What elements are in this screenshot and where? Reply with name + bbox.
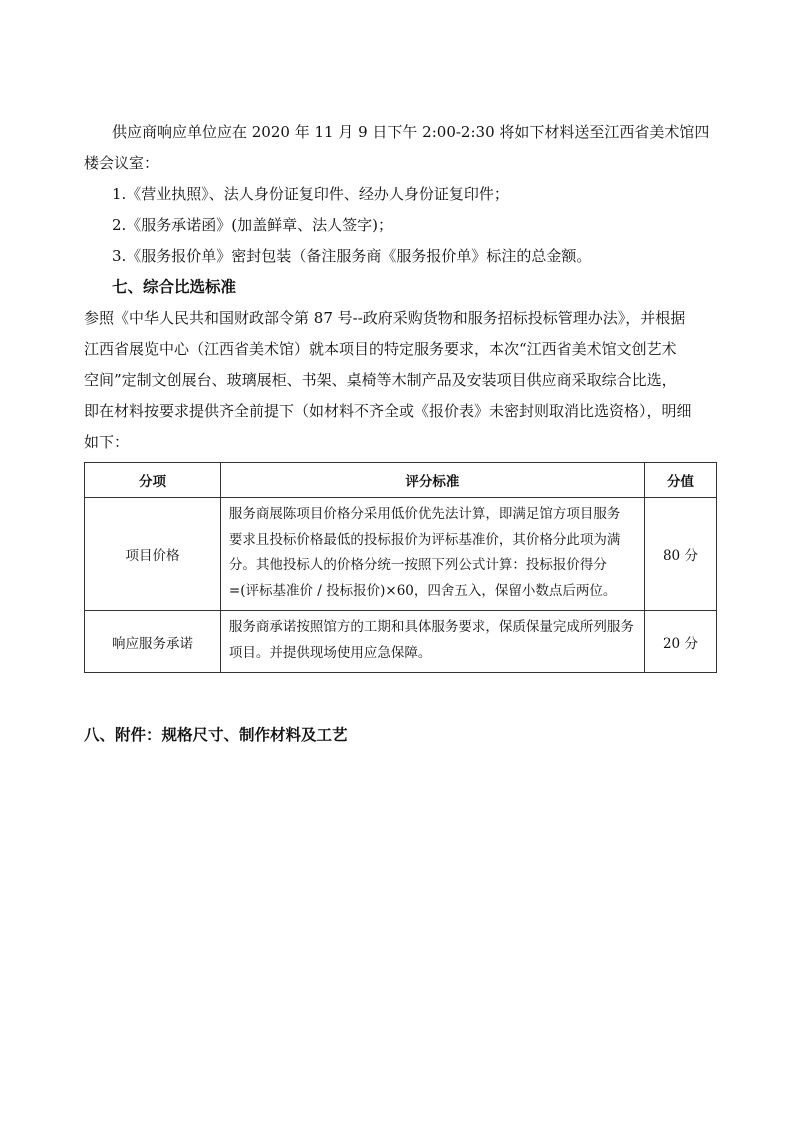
criteria-line: 服务商承诺按照馆方的工期和具体服务要求，保质保量完成所列服务 — [228, 619, 634, 635]
section-7-paragraph-line-1: 参照《中华人民共和国财政部令第 87 号--政府采购货物和服务招标投标管理办法》，并根据 — [84, 309, 686, 327]
section-7-paragraph-line-2: 江西省展览中心（江西省美术馆）就本项目的特定服务要求，本次“江西省美术馆文创艺术 — [84, 340, 677, 358]
section-7-paragraph-line-3: 空间”定制文创展台、玻璃展柜、书架、桌椅等木制产品及安装项目供应商采取综合比选， — [84, 371, 677, 389]
intro-line-1: 供应商响应单位应在 2020 年 11 月 9 日下午 2:00-2:30 将如下材料送至江西省美术馆四 — [112, 123, 710, 141]
header-item: 分项 — [85, 463, 221, 498]
material-item-1: 1.《营业执照》、法人身份证复印件、经办人身份证复印件； — [112, 185, 509, 203]
criteria-line: 分。其他投标人的价格分统一按照下列公式计算：投标报价得分 — [228, 557, 607, 573]
section-7-paragraph-line-4: 即在材料按要求提供齐全前提下（如材料不齐全或《报价表》未密封则取消比选资格），明细 — [84, 402, 692, 420]
row-score-service: 20 分 — [644, 611, 716, 673]
row-criteria-price — [220, 498, 644, 611]
row-criteria-service — [220, 611, 644, 673]
section-7-heading: 七、综合比选标准 — [112, 278, 237, 296]
material-item-2: 2.《服务承诺函》(加盖鲜章、法人签字)； — [112, 216, 394, 234]
criteria-line: =(评标基准价 / 投标报价)×60，四舍五入，保留小数点后两位。 — [228, 582, 617, 599]
section-7-paragraph-line-5: 如下： — [84, 433, 130, 451]
material-item-3: 3.《服务报价单》密封包装（备注服务商《服务报价单》标注的总金额。 — [112, 247, 592, 265]
table-row — [85, 611, 717, 673]
header-score: 分值 — [644, 463, 716, 498]
header-criteria: 评分标准 — [220, 463, 644, 498]
table-row — [85, 498, 717, 611]
row-score-price: 80 分 — [644, 498, 716, 611]
section-8-heading: 八、附件：规格尺寸、制作材料及工艺 — [84, 726, 348, 744]
criteria-line: 服务商展陈项目价格分采用低价优先法计算，即满足馆方项目服务 — [228, 506, 621, 522]
row-item-price: 项目价格 — [85, 498, 221, 611]
scoring-table — [84, 462, 717, 673]
criteria-line: 项目。并提供现场使用应急保障。 — [228, 644, 432, 661]
criteria-line: 要求且投标价格最低的投标报价为评标基准价，其价格分此项为满 — [228, 531, 621, 548]
table-header-row — [85, 463, 717, 498]
row-item-service: 响应服务承诺 — [85, 611, 221, 673]
intro-line-2: 楼会议室： — [84, 154, 160, 172]
